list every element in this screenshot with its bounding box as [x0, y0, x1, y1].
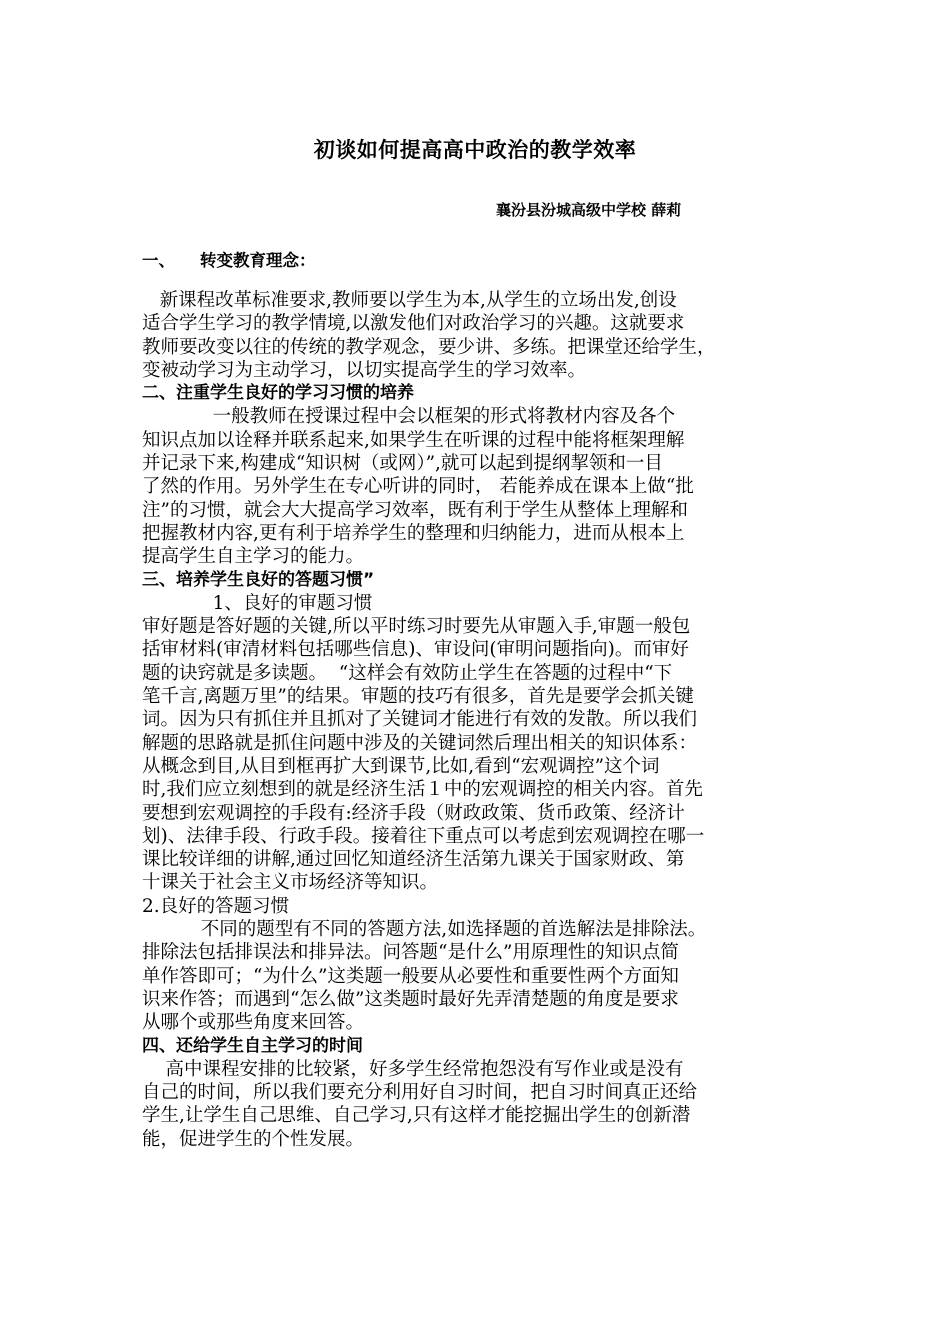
- paragraph-line: 笔千言,离题万里”的结果。审题的技巧有很多，首先是要学会抓关键: [142, 686, 694, 708]
- section-4-heading: 四、还给学生自主学习的时间: [142, 1035, 363, 1056]
- section-1-paragraph: [142, 289, 812, 382]
- paragraph-line: 把握教材内容,更有利于培养学生的整理和归纳能力，进而从根本上: [142, 522, 685, 544]
- paragraph-line: 单作答即可；“为什么”这类题一般要从必要性和重要性两个方面知: [142, 965, 679, 987]
- paragraph-line: 解题的思路就是抓住问题中涉及的关键词然后理出相关的知识体系：: [142, 732, 698, 754]
- paragraph-line: 括审材料(审清材料包括哪些信息)、审设问(审明问题指向)。而审好: [142, 639, 689, 661]
- paragraph-line: 新课程改革标准要求,教师要以学生为本,从学生的立场出发,创设: [142, 290, 677, 311]
- section-1-heading-text: 转变教育理念：: [200, 251, 316, 270]
- paragraph-line: 排除法包括排误法和排异法。问答题“是什么”用原理性的知识点简: [142, 942, 679, 964]
- paragraph-line: 时,我们应立刻想到的就是经济生活１中的宏观调控的相关内容。首先: [142, 779, 703, 801]
- paragraph-line: 适合学生学习的教学情境,以激发他们对政治学习的兴趣。这就要求: [142, 313, 685, 335]
- section-1-number: 一、: [142, 251, 175, 270]
- document-body: [142, 289, 812, 1151]
- section-2-paragraph: [142, 405, 812, 568]
- paragraph-line: 要想到宏观调控的手段有:经济手段（财政政策、货币政策、经济计: [142, 802, 685, 824]
- paragraph-line: 高中课程安排的比较紧，好多学生经常抱怨没有写作业或是没有: [142, 1058, 684, 1080]
- paragraph-line: 提高学生自主学习的能力。: [142, 546, 365, 568]
- paragraph-line: 从概念到目,从目到框再扩大到课节,比如,看到“宏观调控”这个词: [142, 755, 660, 777]
- paragraph-line: 知识点加以诠释并联系起来,如果学生在听课的过程中能将框架理解: [142, 429, 685, 451]
- section-1-heading: [142, 247, 316, 271]
- paragraph-line: 划)、法律手段、行政手段。接着往下重点可以考虑到宏观调控在哪一: [142, 825, 705, 847]
- paragraph-line: 教师要改变以往的传统的教学观念，要少讲、多练。把课堂还给学生，: [142, 336, 716, 358]
- paragraph-line: 识来作答；而遇到“怎么做”这类题时最好先弄清楚题的角度是要求: [142, 988, 679, 1010]
- paragraph-line: 并记录下来,构建成“知识树（或网）”,就可以起到提纲挈领和一目: [142, 453, 663, 475]
- section-3-sub2-paragraph: [142, 918, 812, 1034]
- section-3-sub1-paragraph: [142, 615, 812, 895]
- paragraph-line: 自己的时间，所以我们要充分利用好自习时间，把自习时间真正还给: [142, 1082, 698, 1104]
- paragraph-line: 审好题是答好题的关键,所以平时练习时要先从审题入手,审题一般包: [142, 616, 691, 638]
- section-3-subheading-1: 1、良好的审题习惯: [142, 592, 373, 614]
- paragraph-line: 学生,让学生自己思维、自己学习,只有这样才能挖掘出学生的创新潜: [142, 1105, 691, 1127]
- author-line: 襄汾县汾城高级中学校 薛莉: [496, 201, 682, 219]
- paragraph-line: 题的诀窍就是多读题。 “这样会有效防止学生在答题的过程中“下: [142, 662, 673, 684]
- section-2-heading: 二、注重学生良好的学习习惯的培养: [142, 383, 414, 404]
- paragraph-line: 了然的作用。另外学生在专心听讲的同时， 若能养成在课本上做“批: [142, 476, 694, 498]
- document-title: 初谈如何提高高中政治的教学效率: [313, 138, 637, 162]
- paragraph-line: 变被动学习为主动学习，以切实提高学生的学习效率。: [142, 359, 587, 381]
- paragraph-line: 从哪个或那些角度来回答。: [142, 1012, 365, 1034]
- paragraph-line: 课比较详细的讲解,通过回忆知道经济生活第九课关于国家财政、第: [142, 849, 685, 871]
- paragraph-line: 能，促进学生的个性发展。: [142, 1128, 365, 1150]
- section-3-subheading-2: 2.良好的答题习惯: [142, 895, 290, 917]
- paragraph-line: 不同的题型有不同的答题方法,如选择题的首选解法是排除法。: [142, 919, 707, 941]
- paragraph-line: 注”的习惯，就会大大提高学习效率，既有利于学生从整体上理解和: [142, 499, 688, 521]
- paragraph-line: 词。因为只有抓住并且抓对了关键词才能进行有效的发散。所以我们: [142, 709, 698, 731]
- paragraph-line: 一般教师在授课过程中会以框架的形式将教材内容及各个: [142, 406, 676, 428]
- paragraph-line: 十课关于社会主义市场经济等知识。: [142, 872, 439, 894]
- section-3-heading: 三、培养学生良好的答题习惯”: [142, 569, 375, 590]
- section-4-paragraph: [142, 1058, 812, 1151]
